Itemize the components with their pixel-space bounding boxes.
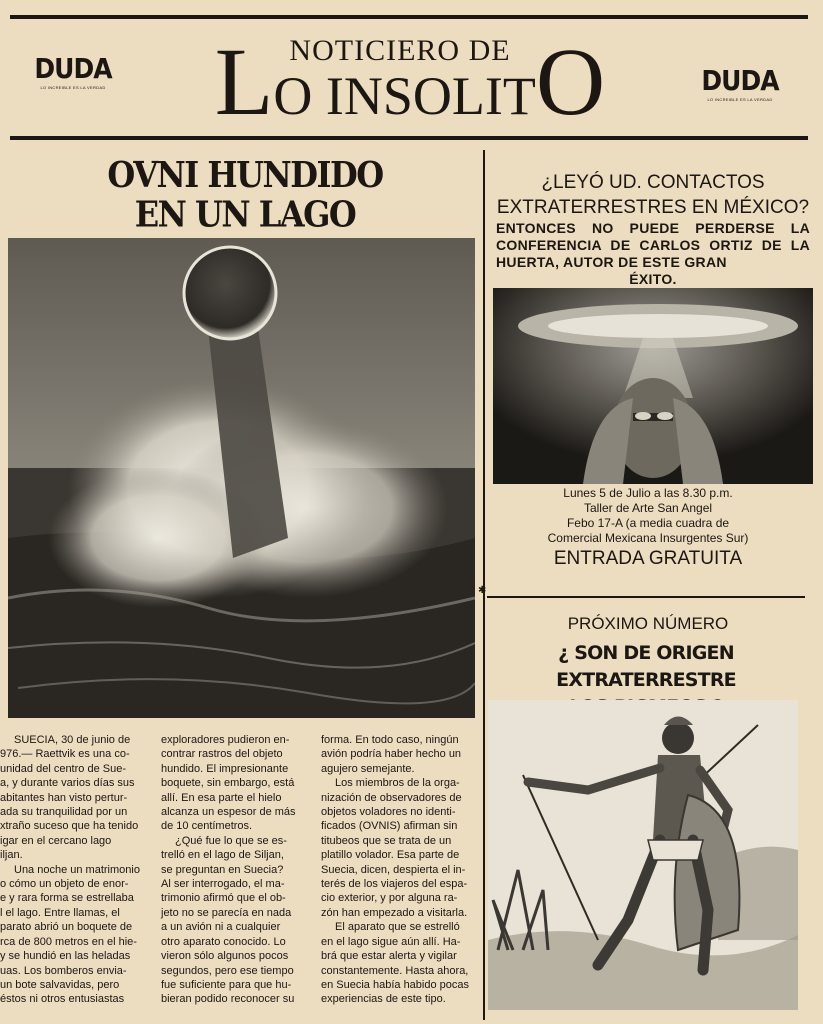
ad-subtitle-text: ENTONCES NO PUEDE PERDERSE LA CONFERENCIA DE CARLOS ORTIZ DE LA HUERTA, AUTOR DE ESTE GRAN: [496, 220, 810, 270]
masthead-top-rule: [10, 15, 808, 19]
article-line: unidad del centro de Sue-: [0, 762, 126, 775]
duda-logo-right: [697, 64, 783, 102]
masthead-title-middle: O INSOLIT: [273, 66, 536, 126]
next-issue-label: PRÓXIMO NÚMERO: [567, 614, 729, 633]
masthead-kicker: NOTICIERO DE: [289, 34, 511, 67]
duda-logo-left: [30, 52, 116, 90]
article-line: rca de 800 metros en el hie-: [0, 935, 137, 948]
book-cover-illustration: [493, 288, 813, 484]
article-line: allí. En esa parte el hielo: [161, 791, 282, 804]
ad-detail-line: Taller de Arte San Angel: [583, 501, 713, 515]
article-line: zón han empezado a visitarla.: [321, 906, 468, 919]
article-line: exploradores pudieron en-: [161, 734, 290, 746]
article-line: contrar rastros del objeto: [161, 748, 283, 761]
article-line: constantemente. Hasta ahora,: [321, 964, 469, 977]
logo-tagline: LO INCREIBLE ES LA VERDAD: [707, 97, 773, 102]
article-line: cio exterior, y por alguna ra-: [321, 892, 458, 905]
ad-subtitle-last: ÉXITO.: [629, 271, 677, 287]
ad-detail-line: Lunes 5 de Julio a las 8.30 p.m.: [563, 486, 733, 500]
next-issue-title-line: ¿ SON DE ORIGEN EXTRATERRESTRE: [556, 642, 736, 691]
article-line: fue suficiente para que hu-: [161, 978, 292, 991]
article-line: igar en el cercano lago: [0, 834, 112, 847]
article-line: uas. Los bomberos envia-: [0, 964, 127, 977]
article-line: o cómo un objeto de enor-: [0, 878, 129, 891]
article-line: de 10 centímetros.: [161, 820, 253, 833]
ad-detail-line: Comercial Mexicana Insurgentes Sur): [547, 531, 749, 545]
article-line: en el lago sigue aún allí. Ha-: [321, 935, 461, 948]
article-line: abitantes han visto pertur-: [0, 791, 128, 804]
masthead-title: [190, 28, 630, 136]
logo-word: DUDA: [34, 52, 112, 85]
ad-detail-line: Febo 17-A (a media cuadra de: [566, 516, 730, 530]
headline-line: OVNI HUNDIDO: [107, 153, 383, 196]
article-line: agujero semejante.: [321, 762, 415, 775]
article-line: en Suecia había habido pocas: [321, 978, 470, 991]
ad-title-line: EXTRATERRESTRES EN MÉXICO?: [496, 197, 810, 218]
article-line: segundos, pero ese tiempo: [161, 964, 294, 977]
article-line: platillo volador. Esa parte de: [321, 849, 460, 862]
article-line: 976.— Raettvik es una co-: [0, 748, 130, 761]
article-line: Suecia, dicen, despierta el in-: [321, 863, 466, 876]
article-line: bieran podido reconocer su: [161, 993, 295, 1006]
article-line: Los miembros de la orga-: [335, 777, 460, 790]
headline-line: EN UN LAGO: [134, 193, 356, 236]
ad-title-line: ¿LEYÓ UD. CONTACTOS: [541, 172, 765, 193]
article-line: y se hundió en las heladas: [0, 950, 131, 963]
article-line: parato abrió un boquete de: [0, 921, 133, 934]
article-line: jeto no se parecía en nada: [161, 906, 292, 919]
right-section-rule: [487, 596, 805, 598]
article-line: e y rara forma se estrellaba: [0, 892, 134, 905]
article-line: alcanza un espesor de más: [161, 806, 296, 819]
article-line: otro aparato conocido. Lo: [161, 935, 286, 948]
article-column-3: [321, 733, 471, 1007]
article-line: xtraño suceso que ha tenido: [0, 820, 139, 833]
ad-title: [488, 170, 818, 220]
ad-subtitle: [496, 220, 810, 288]
article-line: nización de observadores de: [321, 791, 462, 804]
article-line: se preguntan en Suecia?: [161, 863, 284, 876]
article-line: titubeos que se trata de un: [321, 834, 452, 847]
article-line: un bote salvavidas, pero: [0, 978, 120, 991]
article-line: trimonio afirmó que el ob-: [161, 892, 286, 905]
logo-tagline: LO INCREIBLE ES LA VERDAD: [40, 85, 106, 90]
article-line: boquete, sin embargo, está: [161, 777, 295, 790]
article-line: objetos voladores no identi-: [321, 806, 456, 819]
article-line: hundido. El impresionante: [161, 762, 289, 775]
ad-free-entry: ENTRADA GRATUITA: [553, 548, 743, 569]
article-line: forma. En todo caso, ningún: [321, 734, 459, 746]
article-line: experiencias de este tipo.: [321, 993, 446, 1006]
article-line: SUECIA, 30 de junio de: [14, 734, 131, 746]
article-line: ficados (OVNIS) afirman sin: [321, 820, 458, 833]
article-line: ¿Qué fue lo que se es-: [175, 834, 287, 847]
article-line: vieron sólo algunos pocos: [161, 950, 289, 963]
pygmy-warrior-illustration: [488, 700, 798, 1010]
ornament-star-icon: ✱: [478, 585, 487, 596]
article-line: éstos ni otros entusiastas: [0, 993, 125, 1006]
article-column-2: [161, 733, 308, 1007]
masthead-title-initial: L: [214, 28, 274, 135]
article-line: a un avión ni a cualquier: [161, 921, 281, 934]
article-line: iljan.: [0, 849, 23, 862]
article-line: El aparato que se estrelló: [335, 921, 460, 934]
article-headline: [60, 155, 430, 234]
article-line: terés de los viajeros del espa-: [321, 878, 468, 891]
article-line: Una noche un matrimonio: [14, 863, 140, 876]
ad-event-details: [498, 486, 798, 546]
masthead-title-final: O: [535, 28, 606, 135]
article-line: ada su tranquilidad por un: [0, 806, 128, 819]
article-line: Al ser interrogado, el ma-: [161, 878, 285, 891]
article-line: brá que estar alerta y vigilar: [321, 950, 457, 963]
article-line: a, y durante varios días sus: [0, 777, 135, 790]
ufo-lake-photo: [8, 238, 475, 718]
masthead-bottom-rule: [10, 136, 808, 140]
article-line: avión podría haber hecho un: [321, 748, 462, 761]
article-line: l el lago. Entre llamas, el: [0, 906, 120, 919]
article-column-1: [0, 733, 145, 1007]
article-line: trelló en el lago de Siljan,: [161, 849, 284, 862]
logo-word: DUDA: [701, 64, 779, 97]
